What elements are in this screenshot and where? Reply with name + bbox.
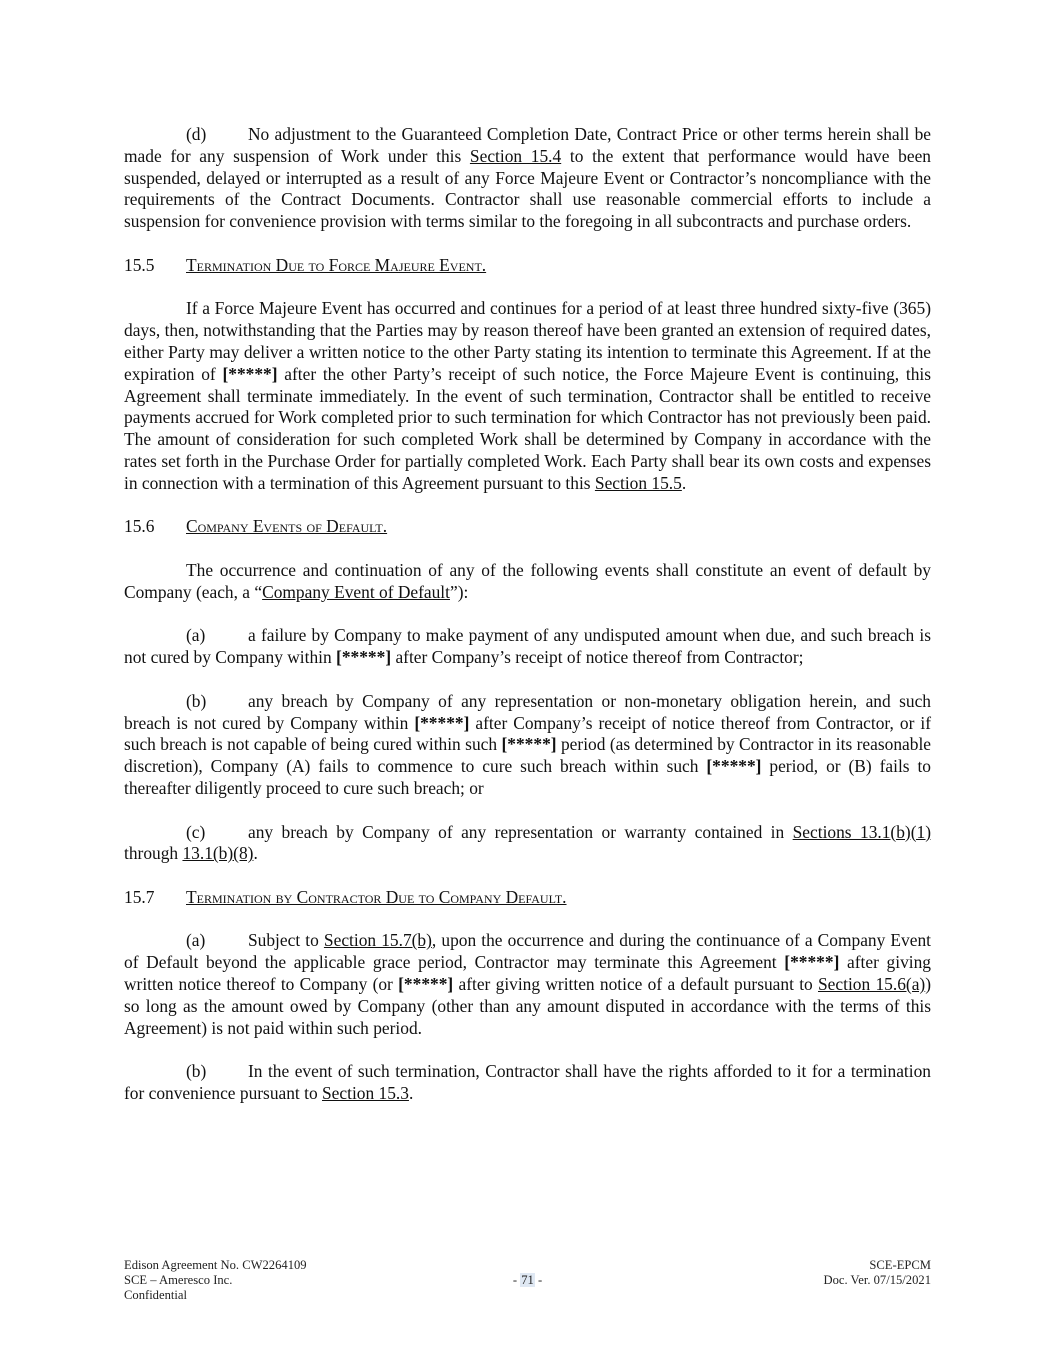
paragraph-15-7-a: (a) Subject to Section 15.7(b), upon the occurrence and during the continuance of a Company Event of Default beyond the applicable grace period, Contractor may terminate this Agreement [*****] after giving written notice thereof to Company (or [*****] after giving written notice of a default pursuant to Section 15.6(a)) so long as the amount owed by Company (other than any amount disputed in accordance with the terms of this Agreement) is not paid within such period. xyxy=(124,930,931,1038)
cross-reference-link[interactable]: 13.1(b)(8) xyxy=(182,843,254,864)
cross-reference-link[interactable]: Section 15.6(a) xyxy=(818,974,926,995)
cross-reference-link[interactable]: Sections 13.1(b)(1) xyxy=(792,821,931,842)
paragraph-15-5: If a Force Majeure Event has occurred and continues for a period of at least three hundred sixty-five (365) days, then, notwithstanding that the Parties may by reason thereof have been granted an extension of required dates, either Party may deliver a written notice to the other Party stating its intention to terminate this Agreement. If at the expiration of [*****] after the other Party’s receipt of such notice, the Force Majeure Event is continuing, this Agreement shall terminate immediately. In the event of such termination, Contractor shall be entitled to receive payments accrued for Work completed prior to such termination for which Contractor has not previously been paid. The amount of consideration for such completed Work shall be determined by Company in accordance with the rates set forth in the Purchase Order for partially completed Work. Each Party shall bear its own costs and expenses in connection with a termination of this Agreement pursuant to this Section 15.5. xyxy=(124,298,931,493)
defined-term: Company Event of Default xyxy=(262,581,450,602)
section-title: Termination by Contractor Due to Company Default. xyxy=(186,886,567,907)
footer-doc-code: SCE-EPCM xyxy=(869,1258,931,1272)
item-label: (b) xyxy=(186,690,207,711)
paragraph-15-7-b: (b) In the event of such termination, Contractor shall have the rights afforded to it for a termination for convenience pursuant to Section 15.3. xyxy=(124,1061,931,1104)
section-number: 15.6 xyxy=(124,516,155,537)
redaction-marker: [*****] xyxy=(784,952,840,973)
redaction-marker: [*****] xyxy=(222,363,278,384)
footer-confidential: Confidential xyxy=(124,1288,187,1302)
section-heading-15-5 xyxy=(124,255,931,277)
item-label: (c) xyxy=(186,821,206,842)
paragraph-15-4-d: (d) No adjustment to the Guaranteed Completion Date, Contract Price or other terms herein shall be made for any suspension of Work under this Section 15.4 to the extent that performance would have been suspended, delayed or interrupted as a result of any Force Majeure Event or Contractor’s noncompliance with the requirements of the Contract Documents. Contractor shall use reasonable commercial efforts to include a suspension for convenience provision with terms similar to the foregoing in all subcontracts and purchase orders. xyxy=(124,124,931,232)
cross-reference-link[interactable]: Section 15.5 xyxy=(594,472,682,493)
document-page xyxy=(124,124,931,1127)
section-number: 15.7 xyxy=(124,886,155,907)
redaction-marker: [*****] xyxy=(336,647,392,668)
footer-doc-version: Doc. Ver. 07/15/2021 xyxy=(823,1273,931,1287)
section-title: Company Events of Default. xyxy=(186,516,388,537)
cross-reference-link[interactable]: Section 15.4 xyxy=(469,145,562,166)
paragraph-15-6-intro: The occurrence and continuation of any of the following events shall constitute an event of default by Company (each, a “Company Event of Default”): xyxy=(124,559,931,602)
paragraph-15-6-a: (a) a failure by Company to make payment of any undisputed amount when due, and such breach is not cured by Company within [*****] after Company’s receipt of notice thereof from Contractor; xyxy=(124,625,931,668)
paragraph-15-6-c: (c) any breach by Company of any representation or warranty contained in Sections 13.1(b)(1) through 13.1(b)(8). xyxy=(124,821,931,864)
section-heading-15-7 xyxy=(124,887,931,909)
page-number: 71 xyxy=(521,1273,534,1287)
paragraph-15-6-b: (b) any breach by Company of any representation or non-monetary obligation herein, and such breach is not cured by Company within [*****] after Company’s receipt of notice thereof from Contractor, or if such breach is not capable of being cured within such [*****] period (as determined by Contractor in its reasonable discretion), Company (A) fails to commence to cure such breach within such [*****] period, or (B) fails to thereafter diligently proceed to cure such breach; or xyxy=(124,690,931,798)
section-number: 15.5 xyxy=(124,254,155,275)
item-label: (a) xyxy=(186,625,206,646)
footer-page-number: - 71 - xyxy=(512,1273,543,1287)
footer-agreement-number: Edison Agreement No. CW2264109 xyxy=(124,1258,307,1272)
cross-reference-link[interactable]: Section 15.7(b) xyxy=(323,930,432,951)
section-heading-15-6 xyxy=(124,516,931,538)
item-label: (b) xyxy=(186,1061,207,1082)
redaction-marker: [*****] xyxy=(398,974,454,995)
section-title: Termination Due to Force Majeure Event. xyxy=(186,254,487,275)
redaction-marker: [*****] xyxy=(414,712,470,733)
item-label: (d) xyxy=(186,124,207,144)
redaction-marker: [*****] xyxy=(706,756,762,777)
redaction-marker: [*****] xyxy=(501,734,557,755)
footer-parties: SCE – Ameresco Inc. xyxy=(124,1273,233,1287)
item-label: (a) xyxy=(186,930,206,951)
footer-right xyxy=(823,1258,931,1288)
cross-reference-link[interactable]: Section 15.3 xyxy=(322,1083,409,1104)
